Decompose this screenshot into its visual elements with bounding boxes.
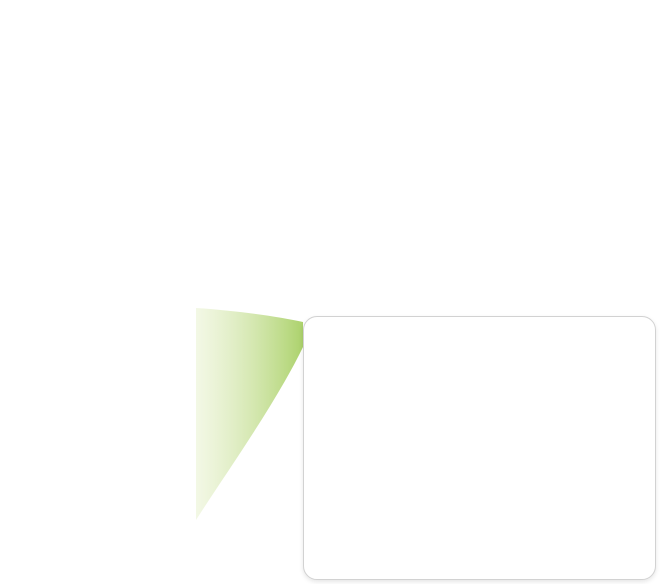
ai-pricing-change-stacked-bar	[88, 324, 196, 562]
bar-group-outcome	[466, 254, 562, 284]
bar-group-usage	[323, 254, 419, 284]
quote-card	[317, 345, 472, 348]
pricing-model-bar-chart	[38, 44, 562, 284]
stacked-bar-category-labels	[0, 324, 82, 562]
quote-card	[488, 345, 643, 348]
bar-group-subscription	[181, 254, 277, 284]
yes-flow-funnel	[196, 303, 306, 568]
quote-card	[488, 332, 643, 335]
quote-card	[317, 332, 472, 335]
bar-group-hybrid	[38, 254, 134, 284]
quotes-panel	[303, 316, 656, 580]
